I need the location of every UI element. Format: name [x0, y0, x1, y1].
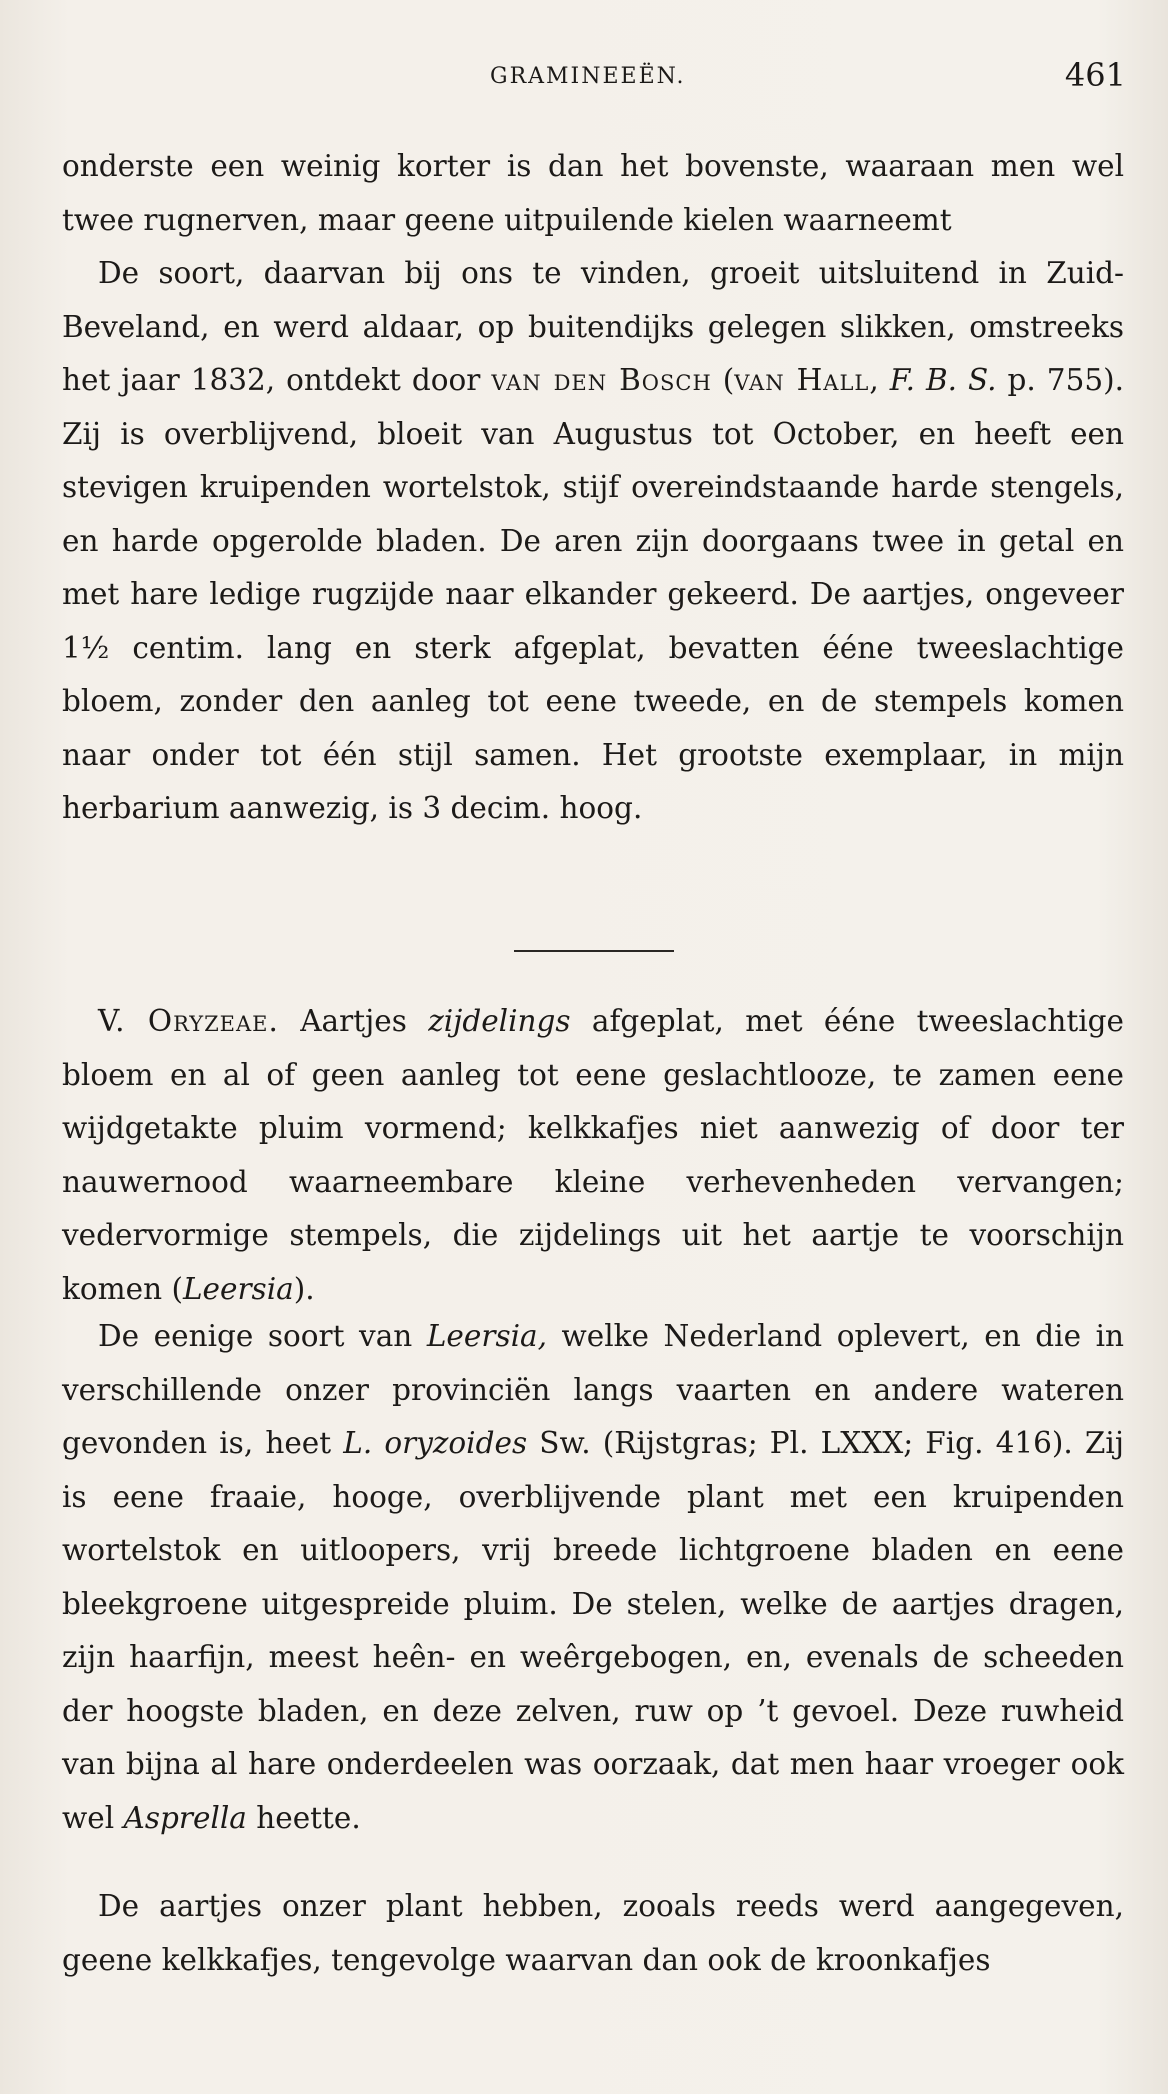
- text-block-aartjes: [62, 1880, 1124, 1987]
- genus-name: Leersia: [182, 1271, 294, 1306]
- section-divider: [514, 950, 674, 952]
- species-name: L. oryzoides: [343, 1426, 528, 1460]
- author-name: van den Bosch: [491, 363, 712, 397]
- old-genus-name: Asprella: [123, 1800, 247, 1835]
- section-oryzeae: [62, 995, 1124, 1316]
- genus-name-leersia: Leersia,: [426, 1319, 547, 1353]
- paragraph-oryzeae-definition: V. Oryzeae. Aartjes zijdelings afgeplat, met ééne tweeslachtige bloem en al of geen aanleg tot eene geslachtlooze, te zamen eene wijdgetakte pluim vormend; kelkkafjes niet aanwezig of door ter nauwernood waarneembare kleine verhevenheden vervangen; vedervormige stempels, die zijdelings uit het aartje te voorschijn komen (Leersia).: [62, 1004, 1124, 1306]
- page-number: 461: [1064, 56, 1126, 94]
- paragraph-leersia: De eenige soort van Leersia, welke Nederland oplevert, en die in verschillende onzer provinciën langs vaarten en andere wateren gevonden is, heet L. oryzoides Sw. (Rijstgras; Pl. LXXX; Fig. 416). Zij is eene fraaie, hooge, overblijvende plant met een kruipenden wortelstok en uitloopers, vrij breede lichtgroene bladen en eene bleekgroene uitgespreide pluim. De stelen, welke de aartjes dragen, zijn haarfijn, meest heên- en weêrgebogen, en, evenals de scheeden der hoogste bladen, en deze zelven, ruw op ’t gevoel. Deze ruwheid van bijna al hare onderdeelen was oorzaak, dat men haar vroeger ook wel Asprella heette.: [62, 1319, 1124, 1835]
- running-title: GRAMINEEËN.: [490, 64, 686, 89]
- page-header: [0, 58, 1168, 98]
- paragraph-aartjes: De aartjes onzer plant hebben, zooals reeds werd aangegeven, geene kelkkafjes, tengevolge waarvan dan ook de kroonkafjes: [62, 1889, 1124, 1977]
- paragraph-continuation: onderste een weinig korter is dan het bovenste, waaraan men wel twee rugnerven, maar geene uitpuilende kielen waarneemt: [62, 149, 1124, 237]
- text-block-leersia: [62, 1310, 1124, 1845]
- section-label: V. Oryzeae.: [98, 1004, 279, 1038]
- reference-title: F. B. S.: [889, 363, 997, 397]
- text-block-continuation: [62, 140, 1124, 836]
- emphasis-zijdelings: zijdelings: [428, 1004, 571, 1038]
- paragraph-zuid-beveland: De soort, daarvan bij ons te vinden, groeit uitsluitend in Zuid-Beveland, en werd aldaar, op buitendijks gelegen slikken, omstreeks het jaar 1832, ontdekt door van den Bosch (van Hall, F. B. S. p. 755). Zij is overblijvend, bloeit van Augustus tot October, en heeft een stevigen kruipenden wortelstok, stijf overeindstaande harde stengels, en harde opgerolde bladen. De aren zijn doorgaans twee in getal en met hare ledige rugzijde naar elkander gekeerd. De aartjes, ongeveer 1½ centim. lang en sterk afgeplat, bevatten ééne tweeslachtige bloem, zonder den aanleg tot eene tweede, en de stempels komen naar onder tot één stijl samen. Het grootste exemplaar, in mijn herbarium aanwezig, is 3 decim. hoog.: [62, 256, 1124, 825]
- reference-author: van Hall: [734, 363, 870, 397]
